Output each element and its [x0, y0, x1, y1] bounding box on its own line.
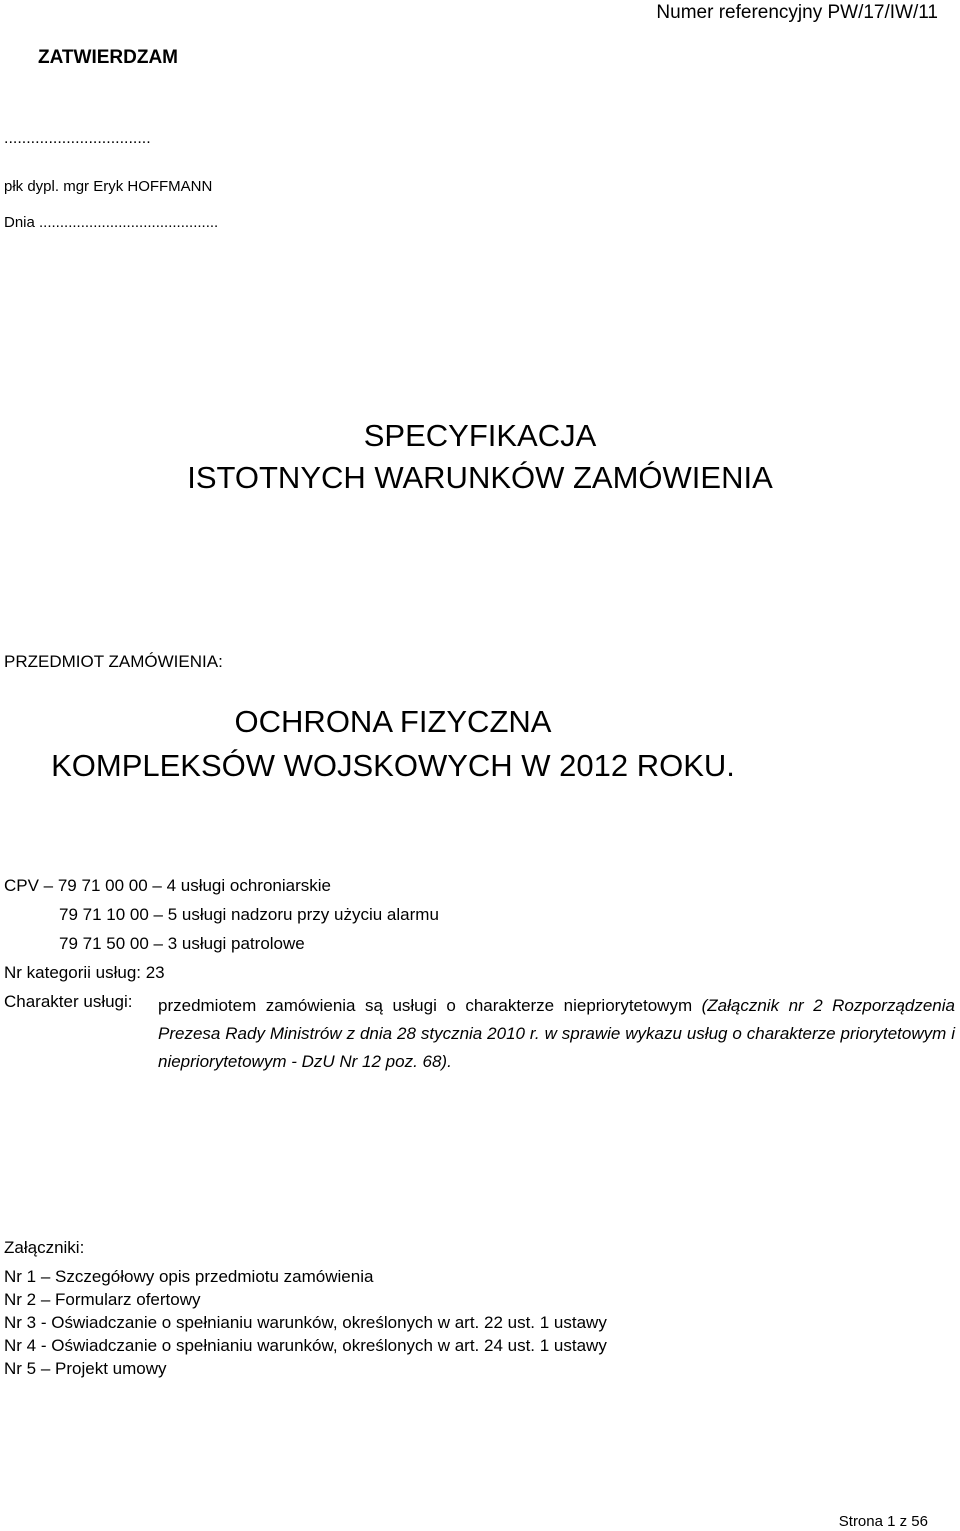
- service-category: Nr kategorii usług: 23: [4, 963, 165, 982]
- date-line: Dnia ...........................................: [4, 214, 219, 231]
- attachment-item: Nr 5 – Projekt umowy: [4, 1359, 167, 1378]
- attachments-list: [4, 1265, 607, 1380]
- attachment-item: Nr 3 - Oświadczanie o spełnianiu warunków, określonych w art. 22 ust. 1 ustawy: [4, 1313, 607, 1332]
- document-title-line1: SPECYFIKACJA: [363, 418, 597, 453]
- approval-label: ZATWIERDZAM: [38, 47, 179, 68]
- subject-label: PRZEDMIOT ZAMÓWIENIA:: [4, 652, 223, 671]
- subject-line2: KOMPLEKSÓW WOJSKOWYCH W 2012 ROKU.: [51, 748, 735, 783]
- service-character-legal-reference: (Załącznik nr 2 Rozporządzenia Prezesa Rady Ministrów z dnia 28 stycznia 2010 r. w sprawie wykazu usług o charakterze priorytetowym i niepriorytetowym - DzU Nr 12 poz. 68).: [158, 996, 955, 1071]
- signer-name: płk dypl. mgr Eryk HOFFMANN: [4, 178, 213, 195]
- service-character-main: przedmiotem zamówienia są usługi o charakterze niepriorytetowym: [158, 996, 693, 1015]
- reference-number: Numer referencyjny PW/17/IW/11: [656, 2, 938, 23]
- signature-line: .................................: [4, 130, 151, 147]
- cpv-code-1: CPV – 79 71 00 00 – 4 usługi ochroniarskie: [4, 876, 331, 895]
- document-title-line2: ISTOTNYCH WARUNKÓW ZAMÓWIENIA: [187, 460, 773, 495]
- attachment-item: Nr 1 – Szczegółowy opis przedmiotu zamówienia: [4, 1267, 374, 1286]
- subject-line1: OCHRONA FIZYCZNA: [234, 704, 552, 739]
- service-character-text: [158, 992, 955, 1076]
- attachments-heading: Załączniki:: [4, 1238, 85, 1257]
- attachment-item: Nr 4 - Oświadczanie o spełnianiu warunków, określonych w art. 24 ust. 1 ustawy: [4, 1336, 607, 1355]
- service-character-label: Charakter usługi:: [4, 992, 133, 1011]
- page-number: Strona 1 z 56: [838, 1513, 928, 1530]
- cpv-code-3: 79 71 50 00 – 3 usługi patrolowe: [59, 934, 305, 953]
- cpv-code-2: 79 71 10 00 – 5 usługi nadzoru przy użyciu alarmu: [59, 905, 439, 924]
- attachment-item: Nr 2 – Formularz ofertowy: [4, 1290, 201, 1309]
